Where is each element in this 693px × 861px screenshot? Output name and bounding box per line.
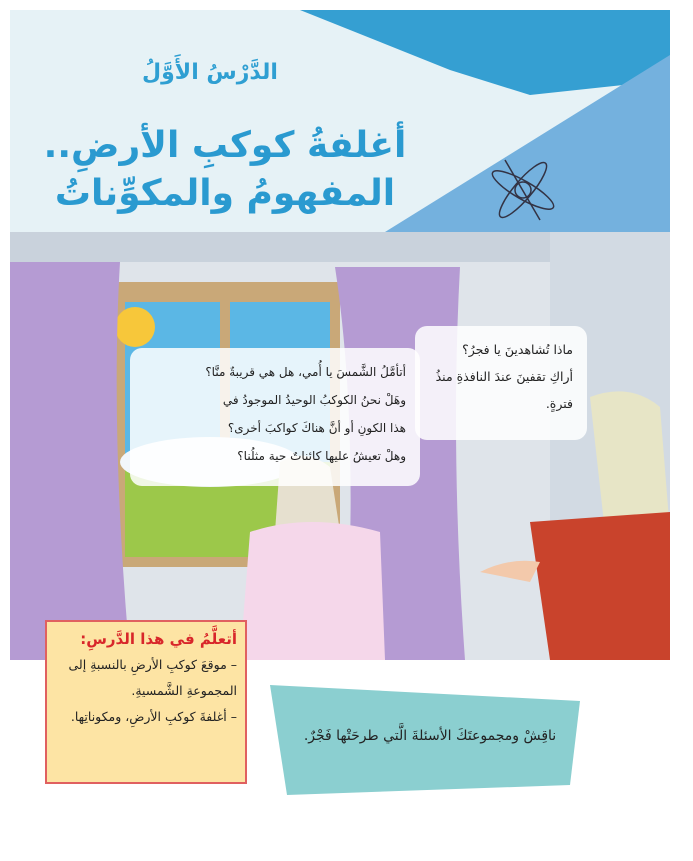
discuss-prompt: ناقِشْ ومجموعتَكَ الأسئلةَ الَّتي طرحَتْها فَجْرٌ. [303,728,557,744]
lesson-title [30,122,420,218]
objectives-heading: أتعلَّمُ في هذا الدَّرسِ: [80,630,237,648]
illustration-scene [10,232,670,660]
bubble-line: ماذا تُشاهدينَ يا فجرُ؟ [462,342,573,357]
bubble-line: وهَلْ نحنُ الكوكبُ الوحيدُ الموجودُ في [222,393,406,407]
lesson-number: الدَّرْسُ الأَوَّلُ [142,60,278,85]
girl-speech-bubble [130,348,420,486]
bubble-line: هذا الكونِ أو أنَّ هناكَ كواكبَ أخرى؟ [227,421,406,435]
lesson-header [10,10,670,232]
bubble-line: أراكِ تقفينَ عندَ النافذةِ منذُ [435,369,573,384]
learning-objectives-box [45,620,247,784]
objective-item: – موقعَ كوكبِ الأرضِ بالنسبةِ إلى المجموعةِ الشَّمسيةِ. [68,657,237,698]
mother-speech-bubble [415,326,587,440]
bubble-line: فترةٍ. [545,396,573,411]
title-line-1: أغلفةُ كوكبِ الأرضِ.. [43,125,407,166]
objective-item: – أغلفةَ كوكبِ الأرضِ، ومكوناتِها. [70,709,237,724]
title-line-2: المفهومُ والمكوِّناتُ [54,173,396,214]
bubble-line: أتأمَّلُ الشَّمسَ يا أُمي، هل هي قريبةٌ منَّا؟ [205,365,406,379]
bubble-line: وهلْ تعيشُ عليها كائناتٌ حية مثلُنا؟ [237,449,406,463]
